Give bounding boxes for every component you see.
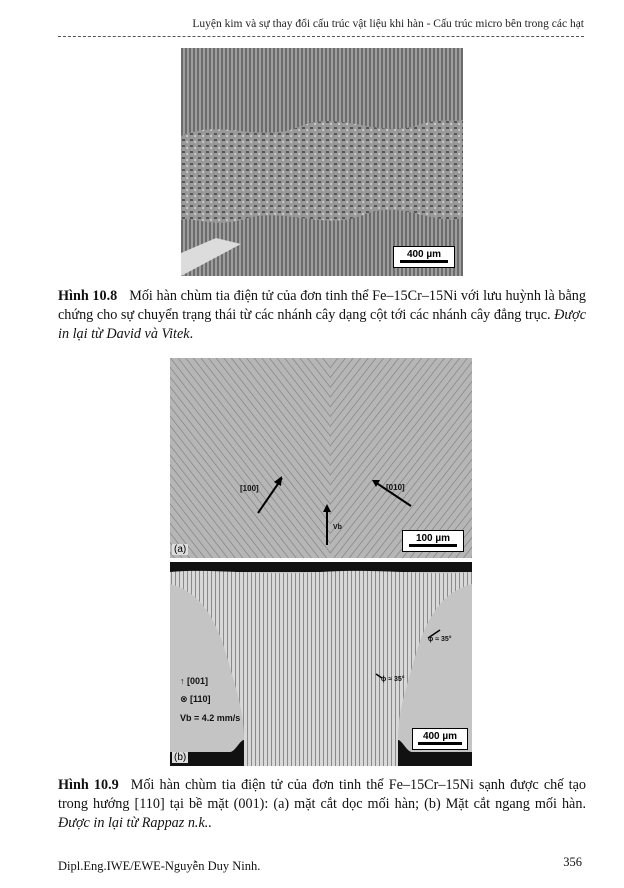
scale-label: 100 µm (415, 533, 451, 544)
scale-label: 400 µm (406, 249, 442, 260)
caption-label: Hình 10.8 (58, 288, 118, 304)
scale-bar-10-8 (393, 246, 455, 268)
page-number: 356 (563, 855, 582, 869)
figure-10-8-micrograph (181, 48, 463, 276)
caption-credit: Được in lại từ David và Vitek (58, 307, 586, 342)
angle-upper-label: ϕ ≈ 35° (428, 636, 452, 643)
scale-bar-10-9a (402, 530, 464, 552)
running-header: Luyện kim và sự thay đổi cấu trúc vật liệu khi hàn - Cấu trúc micro bên trong các hạt (192, 18, 584, 30)
scale-bar-line (409, 544, 457, 547)
direction-001-label: ↑ [001] (180, 676, 209, 686)
footer-author: Dipl.Eng.IWE/EWE-Nguyễn Duy Ninh. (58, 859, 261, 873)
figure-10-9-caption (58, 776, 586, 833)
direction-010-label: [010] (386, 483, 405, 492)
direction-110-label: ⊗ [110] (180, 694, 211, 704)
scale-bar-10-9b (412, 728, 468, 750)
scale-label: 400 µm (422, 731, 458, 742)
caption-label: Hình 10.9 (58, 777, 119, 793)
figure-10-9b-micrograph (170, 562, 472, 766)
caption-text: Mối hàn chùm tia điện tử của đơn tinh thể Fe–15Cr–15Ni sạnh được chế tạo trong hướng [110] tại bề mặt (001): (a) mặt cắt dọc mối hàn; (b) Mặt cắt ngang mối hàn. (58, 777, 586, 812)
speed-label: Vb = 4.2 mm/s (180, 713, 241, 723)
panel-a-tag: (a) (174, 544, 187, 555)
micrograph-10-8-texture (181, 48, 463, 276)
vb-label: Vb (333, 524, 342, 531)
panel-b-tag: (b) (174, 752, 187, 763)
angle-lower-label: ϕ ≈ 35° (381, 676, 405, 683)
header-divider (58, 36, 584, 37)
caption-credit: Được in lại từ Rappaz n.k.. (58, 815, 212, 831)
scale-bar-line (418, 742, 461, 745)
figure-10-8-caption: Hình 10.8 Mối hàn chùm tia điện tử của đơn tinh thể Fe–15Cr–15Ni với lưu huỳnh là bằng chứng cho sự chuyển trạng thái từ các nhánh cây dạng cột tới các nhánh cây đẳng trục. Được in lại từ David và Vitek. (58, 288, 586, 342)
figure-10-9a-micrograph (170, 358, 472, 558)
direction-100-label: [100] (240, 484, 259, 493)
micrograph-10-9a-texture (170, 358, 472, 558)
scale-bar-line (400, 260, 448, 263)
caption-text: Mối hàn chùm tia điện tử của đơn tinh thể Fe–15Cr–15Ni với lưu huỳnh là bằng chứng cho sự chuyển trạng thái từ các nhánh cây dạng cột tới các nhánh cây đẳng trục. (58, 288, 586, 323)
